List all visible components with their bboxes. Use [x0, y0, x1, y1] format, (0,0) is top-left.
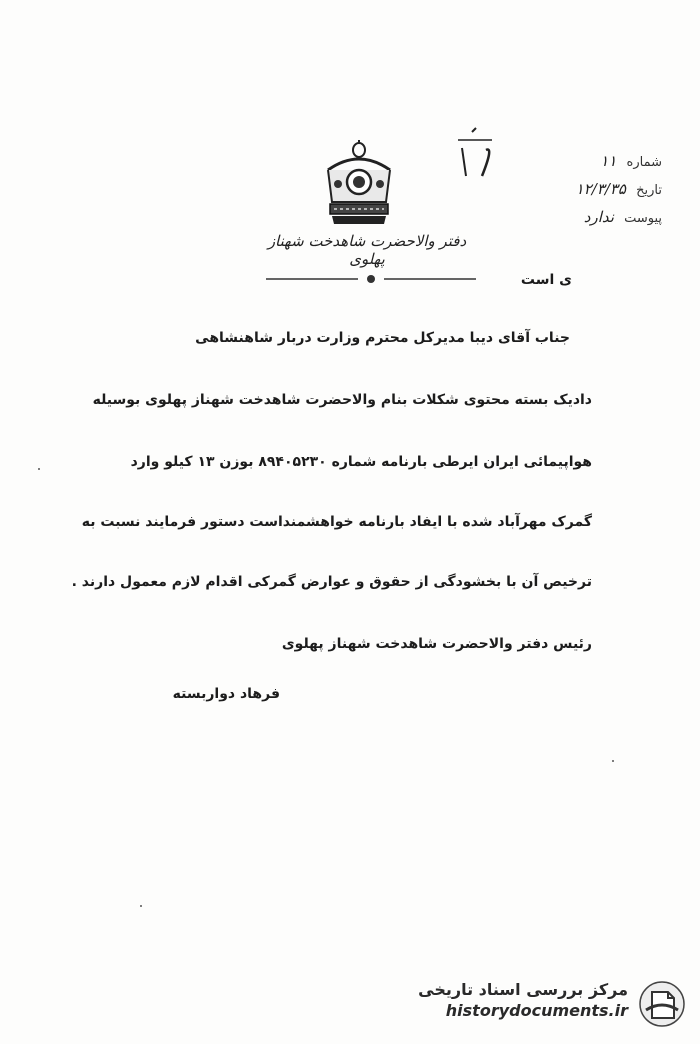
crown-emblem-icon — [318, 140, 400, 230]
attachment-value: ندارد — [583, 208, 614, 226]
body-line: گمرک مهرآباد شده با ایفاد بارنامه خواهشمنداست دستور فرمایند نسبت به — [81, 514, 592, 530]
watermark — [394, 972, 694, 1034]
body-line: دادیک بسته محتوی شکلات بنام والاحضرت شاهدخت شهناز پهلوی بوسیله — [92, 392, 592, 408]
letter-date — [576, 180, 662, 198]
addressee-line: جناب آقای دیبا مدیرکل محترم وزارت دربار شاهنشاهی — [195, 330, 570, 346]
watermark-persian: مرکز بررسی اسناد تاریخی — [418, 980, 628, 999]
watermark-site: historydocuments.ir — [445, 1001, 628, 1020]
scan-speck — [38, 468, 40, 470]
side-fragment: ی است — [520, 272, 572, 288]
office-title: دفتر والاحضرت شاهدخت شهناز پهلوی — [267, 232, 467, 268]
letter-attachment — [584, 208, 662, 226]
document-archive-logo-icon — [638, 980, 686, 1028]
watermark-text — [418, 980, 628, 1020]
signature-title: رئیس دفتر والاحضرت شاهدخت شهناز پهلوی — [281, 636, 592, 652]
date-label: تاریخ — [636, 183, 662, 198]
number-value: ۱۱ — [600, 152, 617, 170]
handwritten-mark-icon — [452, 126, 500, 182]
body-line: هواپیمائی ایران ایرطی بارنامه شماره ۸۹۴۰۵۲۳۰ بوزن ۱۳ کیلو وارد — [130, 454, 592, 470]
letter-number — [600, 152, 662, 170]
signature-name: فرهاد دواربسته — [172, 686, 280, 702]
attachment-label: پیوست — [624, 211, 662, 226]
body-line: ترخیص آن با بخشودگی از حقوق و عوارض گمرکی اقدام لازم معمول دارند . — [71, 574, 592, 590]
date-value: ۱۲/۳/۳۵ — [575, 180, 626, 198]
scan-speck — [140, 905, 142, 907]
scan-speck — [612, 760, 614, 762]
number-label: شماره — [626, 155, 662, 170]
title-ornament-icon — [266, 272, 476, 286]
